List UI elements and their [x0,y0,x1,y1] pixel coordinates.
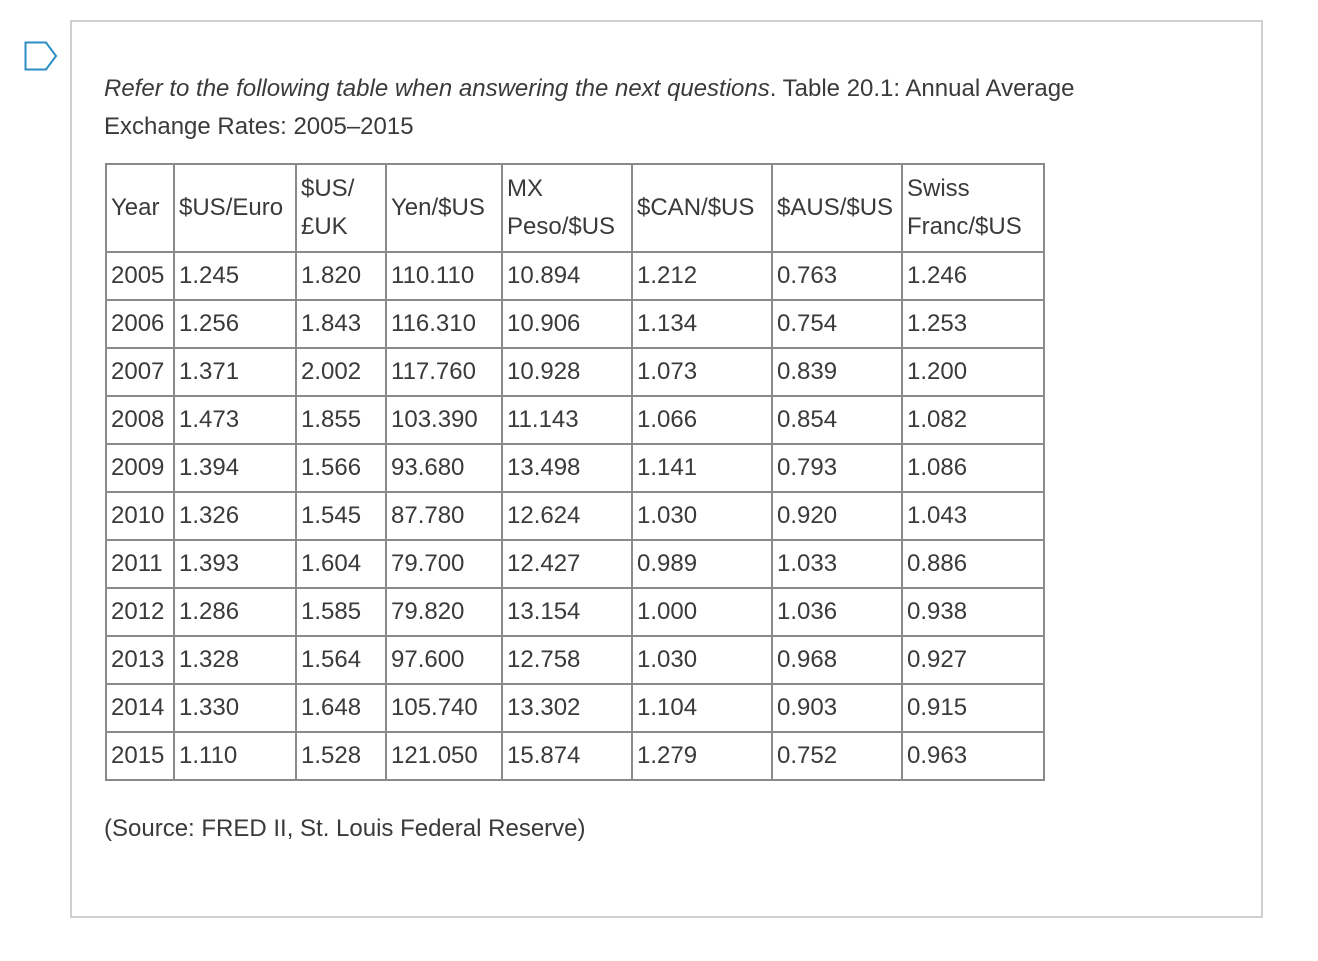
cell-can-us: 1.141 [632,444,772,492]
cell-us-uk: 1.820 [296,252,386,300]
cell-us-euro: 1.393 [174,540,296,588]
table-row [106,348,1044,396]
cell-us-uk: 1.855 [296,396,386,444]
cell-swiss-franc-us: 0.915 [902,684,1044,732]
cell-mx-peso-us: 10.928 [502,348,632,396]
cell-can-us: 0.989 [632,540,772,588]
exchange-rates-table [105,163,1045,781]
cell-yen-us: 121.050 [386,732,502,780]
cell-aus-us: 0.752 [772,732,902,780]
table-row [106,588,1044,636]
cell-year: 2015 [106,732,174,780]
cell-yen-us: 79.700 [386,540,502,588]
cell-year: 2009 [106,444,174,492]
cell-us-uk: 1.648 [296,684,386,732]
cell-can-us: 1.073 [632,348,772,396]
table-header-row [106,164,1044,252]
cell-swiss-franc-us: 1.086 [902,444,1044,492]
cell-mx-peso-us: 12.427 [502,540,632,588]
cell-swiss-franc-us: 1.200 [902,348,1044,396]
table-row [106,492,1044,540]
header-year: Year [106,164,174,252]
cell-year: 2008 [106,396,174,444]
cell-aus-us: 0.968 [772,636,902,684]
cell-swiss-franc-us: 0.886 [902,540,1044,588]
table-row [106,684,1044,732]
cell-us-uk: 1.564 [296,636,386,684]
cell-us-uk: 1.585 [296,588,386,636]
cell-yen-us: 79.820 [386,588,502,636]
cell-us-euro: 1.473 [174,396,296,444]
header-yen-us: Yen/$US [386,164,502,252]
cell-swiss-franc-us: 1.082 [902,396,1044,444]
cell-aus-us: 0.854 [772,396,902,444]
cell-us-uk: 1.843 [296,300,386,348]
cell-yen-us: 105.740 [386,684,502,732]
cell-yen-us: 117.760 [386,348,502,396]
bookmark-flag-icon[interactable] [24,41,58,71]
cell-mx-peso-us: 13.154 [502,588,632,636]
table-row [106,444,1044,492]
table-body [106,252,1044,780]
cell-year: 2007 [106,348,174,396]
table-row [106,300,1044,348]
cell-can-us: 1.212 [632,252,772,300]
cell-can-us: 1.030 [632,492,772,540]
table-row [106,396,1044,444]
cell-us-uk: 2.002 [296,348,386,396]
header-mx-peso-us: MX Peso/$US [502,164,632,252]
cell-us-euro: 1.330 [174,684,296,732]
cell-us-uk: 1.604 [296,540,386,588]
cell-us-euro: 1.328 [174,636,296,684]
cell-mx-peso-us: 15.874 [502,732,632,780]
cell-aus-us: 0.903 [772,684,902,732]
cell-can-us: 1.030 [632,636,772,684]
question-intro [104,70,1184,146]
cell-can-us: 1.134 [632,300,772,348]
cell-yen-us: 116.310 [386,300,502,348]
cell-mx-peso-us: 13.302 [502,684,632,732]
cell-aus-us: 0.754 [772,300,902,348]
intro-italic: Refer to the following table when answering the next questions [104,75,770,102]
cell-year: 2012 [106,588,174,636]
cell-mx-peso-us: 12.758 [502,636,632,684]
cell-us-euro: 1.256 [174,300,296,348]
cell-swiss-franc-us: 0.938 [902,588,1044,636]
header-can-us: $CAN/$US [632,164,772,252]
cell-year: 2014 [106,684,174,732]
cell-year: 2013 [106,636,174,684]
cell-swiss-franc-us: 1.043 [902,492,1044,540]
header-swiss-franc-us: Swiss Franc/$US [902,164,1044,252]
cell-us-euro: 1.394 [174,444,296,492]
cell-yen-us: 103.390 [386,396,502,444]
cell-aus-us: 0.920 [772,492,902,540]
table-row [106,732,1044,780]
cell-swiss-franc-us: 1.246 [902,252,1044,300]
cell-yen-us: 87.780 [386,492,502,540]
cell-swiss-franc-us: 0.927 [902,636,1044,684]
cell-aus-us: 1.036 [772,588,902,636]
source-note: (Source: FRED II, St. Louis Federal Reserve) [104,815,586,842]
cell-year: 2006 [106,300,174,348]
cell-aus-us: 1.033 [772,540,902,588]
cell-us-euro: 1.326 [174,492,296,540]
cell-can-us: 1.104 [632,684,772,732]
cell-can-us: 1.066 [632,396,772,444]
intro-rest: . Table 20.1: Annual Average Exchange Rates: 2005–2015 [104,75,1075,140]
cell-swiss-franc-us: 1.253 [902,300,1044,348]
cell-yen-us: 93.680 [386,444,502,492]
header-us-euro: $US/Euro [174,164,296,252]
cell-us-uk: 1.566 [296,444,386,492]
cell-us-uk: 1.545 [296,492,386,540]
header-aus-us: $AUS/$US [772,164,902,252]
cell-aus-us: 0.763 [772,252,902,300]
table-row [106,540,1044,588]
cell-mx-peso-us: 13.498 [502,444,632,492]
cell-yen-us: 97.600 [386,636,502,684]
cell-mx-peso-us: 12.624 [502,492,632,540]
cell-aus-us: 0.793 [772,444,902,492]
cell-us-euro: 1.245 [174,252,296,300]
table-row [106,252,1044,300]
cell-yen-us: 110.110 [386,252,502,300]
cell-mx-peso-us: 11.143 [502,396,632,444]
cell-can-us: 1.000 [632,588,772,636]
cell-aus-us: 0.839 [772,348,902,396]
header-us-uk: $US/ £UK [296,164,386,252]
cell-us-euro: 1.286 [174,588,296,636]
cell-year: 2011 [106,540,174,588]
cell-us-euro: 1.371 [174,348,296,396]
cell-year: 2010 [106,492,174,540]
cell-us-euro: 1.110 [174,732,296,780]
cell-mx-peso-us: 10.894 [502,252,632,300]
table-row [106,636,1044,684]
cell-us-uk: 1.528 [296,732,386,780]
cell-mx-peso-us: 10.906 [502,300,632,348]
cell-swiss-franc-us: 0.963 [902,732,1044,780]
cell-year: 2005 [106,252,174,300]
cell-can-us: 1.279 [632,732,772,780]
